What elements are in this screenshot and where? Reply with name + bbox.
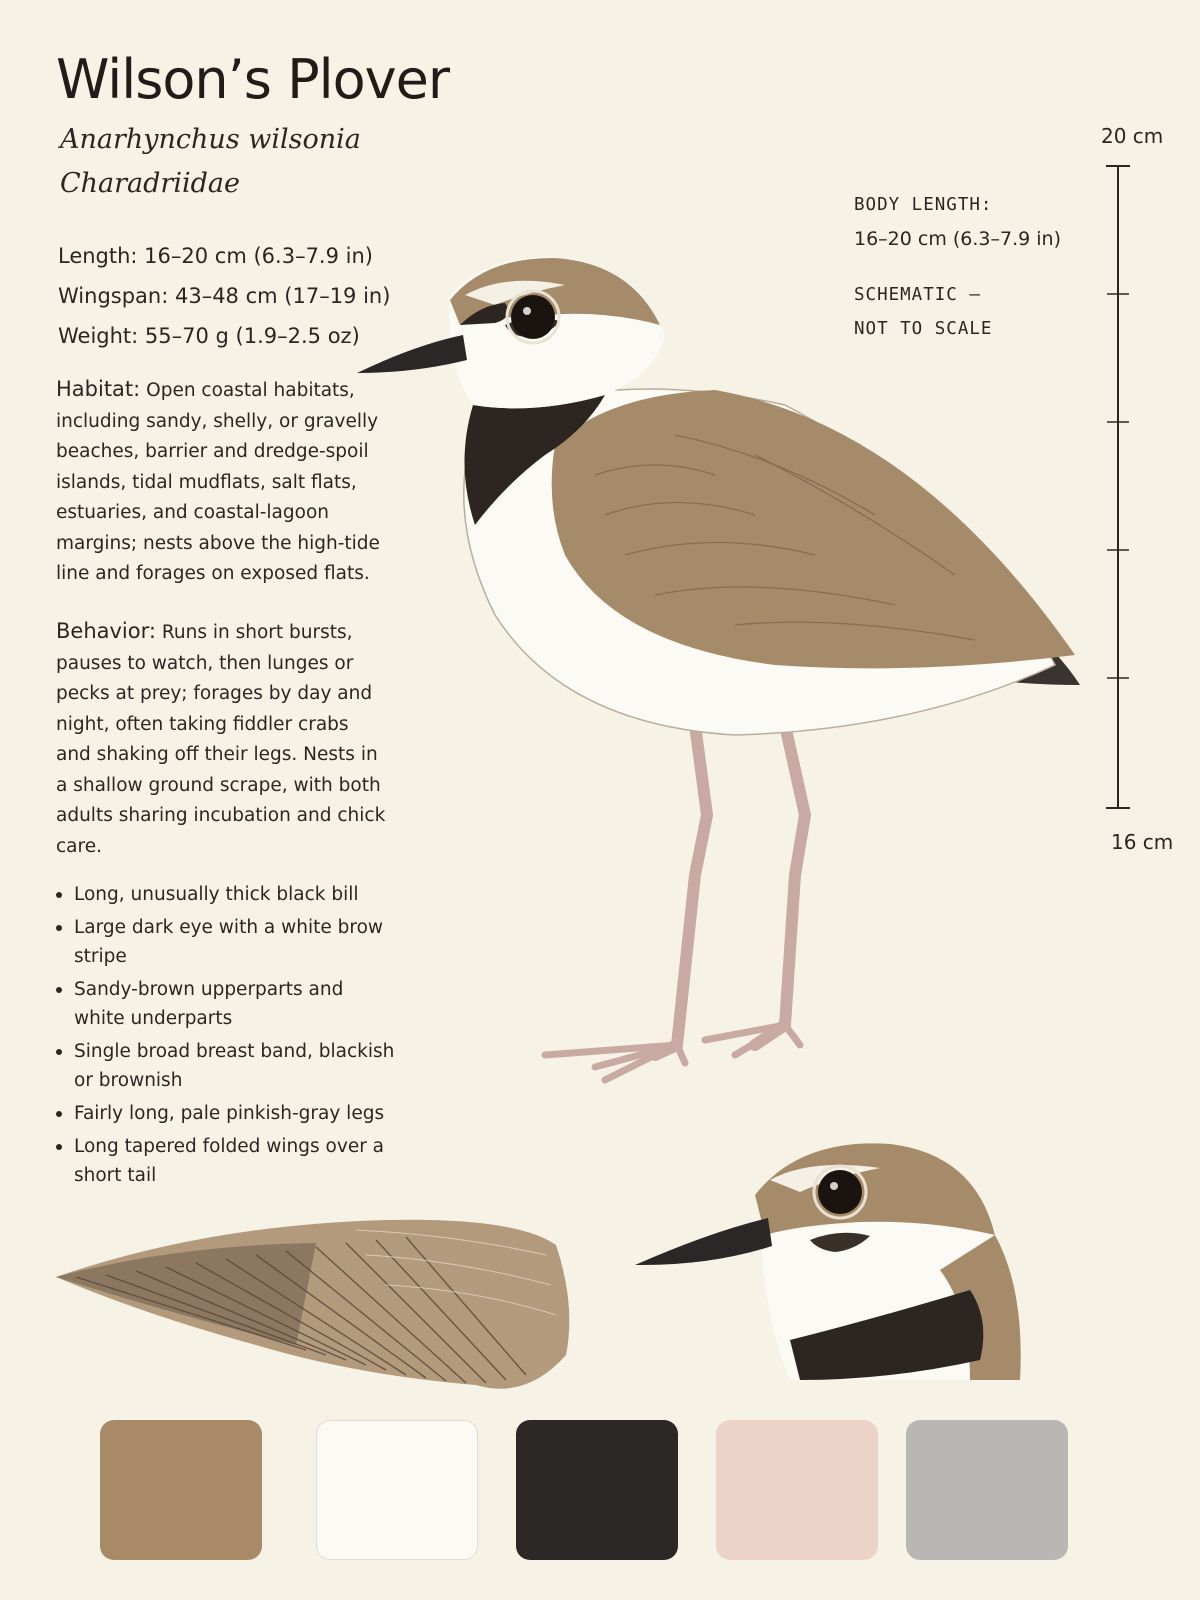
trait-item: Large dark eye with a white brow stripe — [52, 913, 397, 971]
disclaimer-line-1: SCHEMATIC — — [854, 285, 981, 305]
body-length-title: BODY LENGTH: — [854, 195, 993, 215]
swatch-sandy-brown — [100, 1420, 262, 1560]
behavior-section — [56, 616, 386, 862]
scientific-name: Anarhynchus wilsonia — [60, 124, 361, 155]
trait-item: Single broad breast band, blackish or brownish — [52, 1037, 397, 1095]
body-length-value: 16–20 cm (6.3–7.9 in) — [854, 228, 1062, 250]
trait-item: Long, unusually thick black bill — [52, 880, 397, 909]
habitat-section — [56, 374, 386, 590]
trait-item: Fairly long, pale pinkish-gray legs — [52, 1099, 397, 1128]
ruler-bottom-label: 16 cm — [1111, 830, 1174, 854]
behavior-label: Behavior: — [56, 619, 156, 643]
ruler — [1100, 160, 1140, 820]
trait-item: Long tapered folded wings over a short tail — [52, 1132, 397, 1190]
traits-list — [52, 880, 397, 1194]
plover-head-illustration — [640, 1140, 1040, 1400]
disclaimer-line-2: NOT TO SCALE — [854, 319, 993, 339]
stats-block — [58, 236, 390, 356]
body-length-note — [854, 188, 1061, 256]
stat-wingspan: Wingspan: 43–48 cm (17–19 in) — [58, 284, 391, 308]
wing-spread-illustration — [56, 1215, 586, 1405]
swatch-black — [516, 1420, 678, 1560]
stat-length: Length: 16–20 cm (6.3–7.9 in) — [58, 244, 373, 268]
swatch-gray — [906, 1420, 1068, 1560]
family-name: Charadriidae — [60, 168, 240, 199]
ruler-top-label: 20 cm — [1101, 124, 1164, 148]
plover-standing-illustration — [355, 255, 1105, 1105]
trait-item: Sandy-brown upperparts and white underparts — [52, 975, 397, 1033]
habitat-label: Habitat: — [56, 377, 141, 401]
page-title: Wilson’s Plover — [56, 48, 450, 111]
stat-weight: Weight: 55–70 g (1.9–2.5 oz) — [58, 324, 360, 348]
behavior-text: Runs in short bursts, pauses to watch, then lunges or pecks at prey; forages by day and night, often taking fiddler crabs and shaking off their legs. Nests in a shallow ground scrape, with both adults sharing incubation and chick care. — [56, 622, 386, 857]
swatch-white — [316, 1420, 478, 1560]
habitat-text: Open coastal habitats, including sandy, shelly, or gravelly beaches, barrier and dredge-spoil islands, tidal mudflats, salt flats, estuaries, and coastal-lagoon margins; nests above the high-tide line and forages on exposed flats. — [56, 380, 380, 584]
swatch-pinkish — [716, 1420, 878, 1560]
